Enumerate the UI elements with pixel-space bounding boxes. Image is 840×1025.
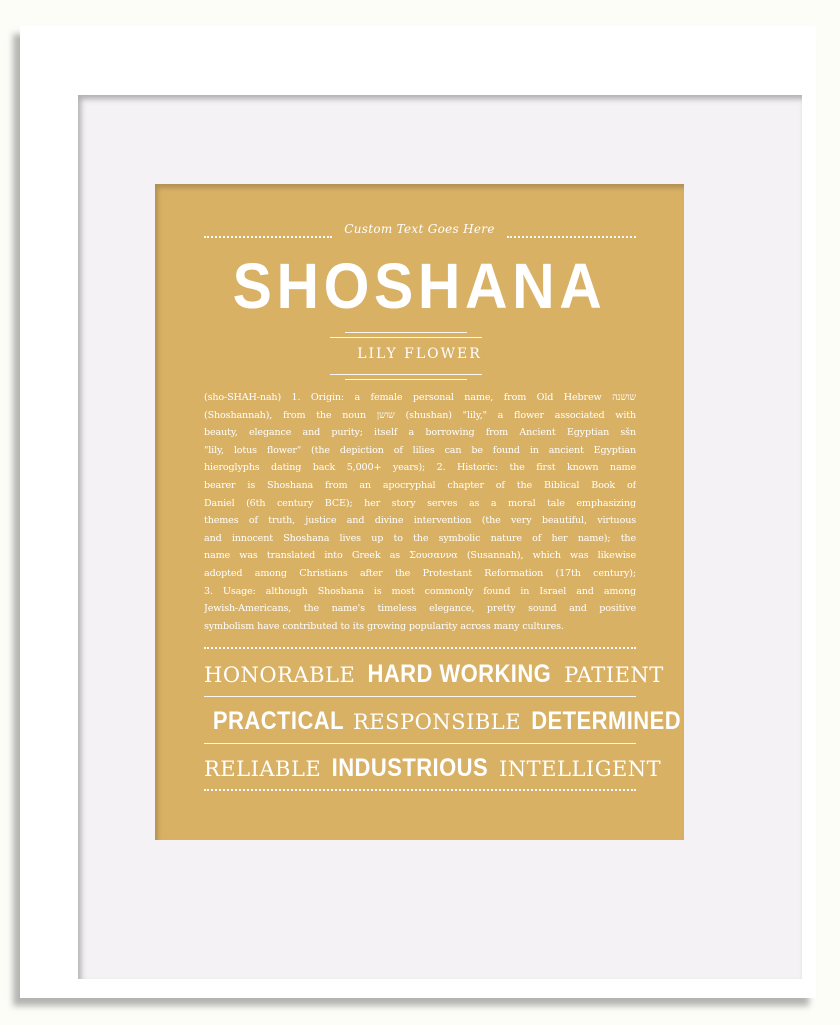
trait-word: HONORABLE bbox=[204, 663, 356, 687]
custom-text: Custom Text Goes Here bbox=[344, 222, 495, 236]
rule-lower-2 bbox=[345, 379, 467, 380]
definition-line: (sho-SHAH-nah) 1. Origin: a female personal name, from Old Hebrew שושנה bbox=[204, 392, 636, 403]
definition-line: Daniel (6th century BCE); her story serves as a moral tale emphasizing bbox=[204, 497, 636, 509]
rule-upper-1 bbox=[345, 332, 467, 333]
traits-row-1 bbox=[204, 657, 664, 692]
traits-rule-2 bbox=[204, 743, 636, 744]
trait-word: INDUSTRIOUS bbox=[331, 754, 489, 782]
definition-line: 3. Usage: although Shoshana is most commonly found in Israel and among bbox=[204, 585, 636, 597]
trait-word: INTELLIGENT bbox=[499, 757, 662, 781]
name-meaning: LILY FLOWER bbox=[357, 346, 482, 362]
definition-line: "lily, lotus flower" (the depiction of lilies can be found in ancient Egyptian bbox=[204, 444, 636, 456]
rule-upper-2 bbox=[330, 337, 482, 338]
dotted-divider-traits-top bbox=[204, 647, 636, 649]
rule-lower-1 bbox=[330, 374, 482, 375]
definition-line: themes of truth, justice and divine intervention (the very beautiful, virtuous bbox=[204, 515, 636, 527]
dotted-divider-traits-bottom bbox=[204, 789, 636, 791]
traits-row-2 bbox=[204, 704, 682, 739]
definition-line: and innocent Shoshana lives up to the symbolic nature of her name); the bbox=[204, 532, 636, 544]
name-title: SHOSHANA bbox=[232, 250, 607, 322]
definition-line: adopted among Christians after the Protestant Reformation (17th century); bbox=[204, 567, 636, 579]
definition-line: bearer is Shoshana from an apocryphal chapter of the Biblical Book of bbox=[204, 479, 636, 491]
definition-line: symbolism have contributed to its growing popularity across many cultures. bbox=[204, 620, 564, 632]
dotted-divider-right bbox=[507, 236, 636, 238]
trait-word: RELIABLE bbox=[204, 757, 322, 781]
definition-line: beauty, elegance and purity; itself a borrowing from Ancient Egyptian sšn bbox=[204, 427, 636, 439]
trait-word: RESPONSIBLE bbox=[352, 710, 522, 734]
definition-line: Jewish-Americans, the name's timeless elegance, pretty sound and positive bbox=[204, 603, 636, 615]
definition-line: (Shoshannah), from the noun שושן (shushan) "lily," a flower associated with bbox=[204, 409, 636, 421]
name-art-print bbox=[155, 184, 684, 840]
traits-row-3 bbox=[204, 751, 662, 786]
trait-word: PATIENT bbox=[564, 663, 664, 687]
definition-line: hieroglyphs dating back 5,000+ years); 2. Historic: the first known name bbox=[204, 462, 636, 474]
traits-rule-1 bbox=[204, 696, 636, 697]
name-definition bbox=[204, 389, 636, 635]
dotted-divider-left bbox=[204, 236, 332, 238]
trait-word: PRACTICAL bbox=[212, 707, 345, 735]
trait-word: HARD WORKING bbox=[367, 660, 552, 688]
definition-line: name was translated into Greek as Σουσαννα (Susannah), which was likewise bbox=[204, 550, 636, 562]
trait-word: DETERMINED bbox=[531, 707, 682, 735]
